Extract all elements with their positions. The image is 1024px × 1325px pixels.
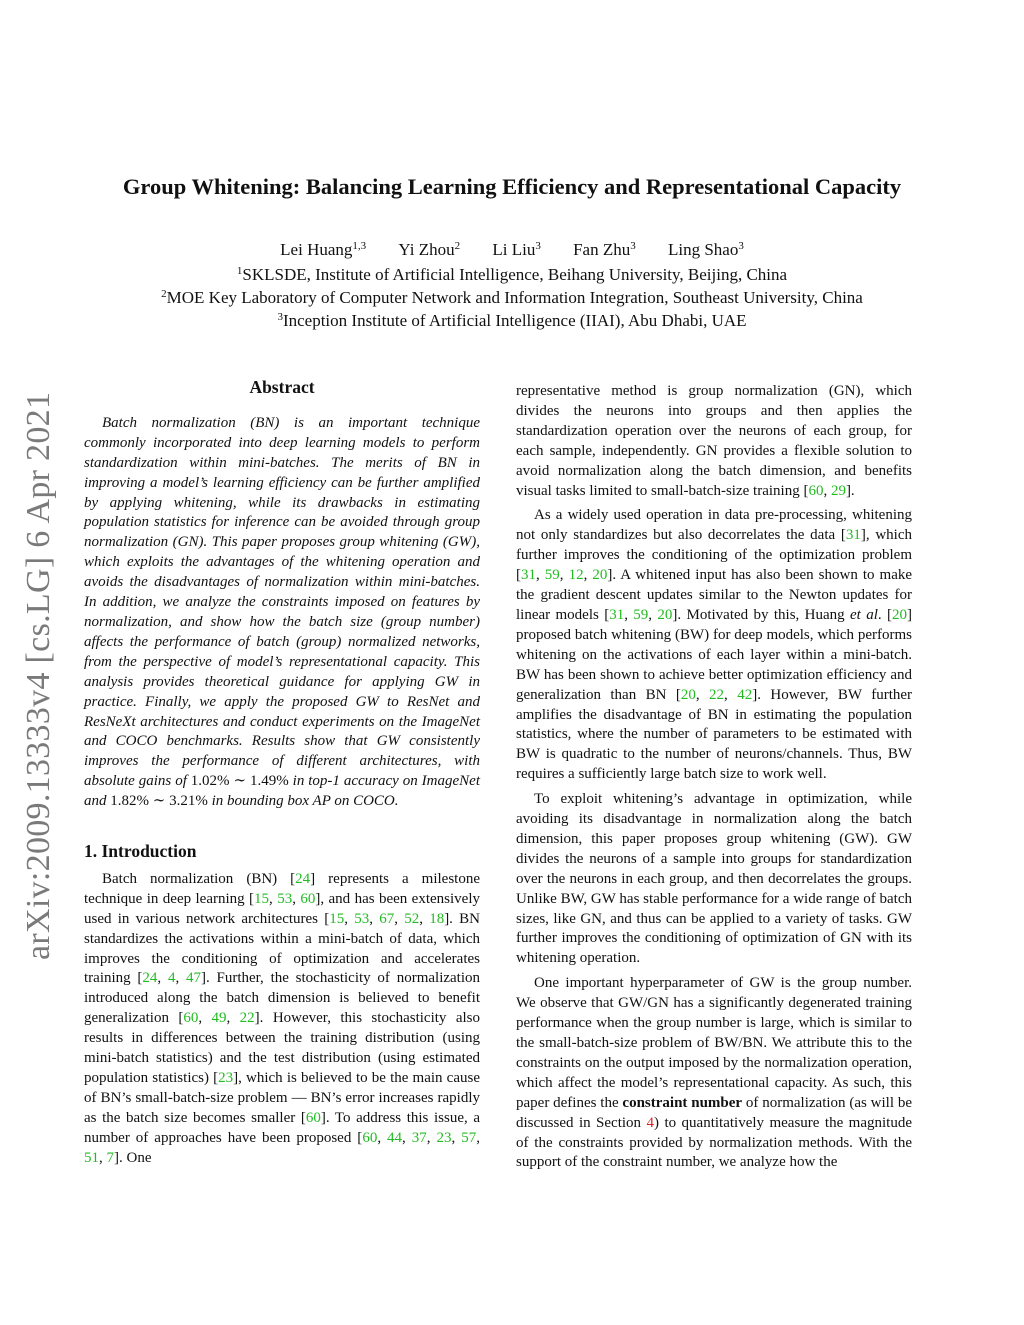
citation-link[interactable]: 29 [830, 482, 846, 499]
citation-link[interactable]: 24 [295, 870, 311, 887]
paper-title: Group Whitening: Balancing Learning Efficiency and Representational Capacity [122, 174, 902, 199]
right-column [516, 382, 912, 1178]
left-column [84, 378, 480, 1174]
author: Li Liu$^3$ [492, 240, 541, 259]
citation-link[interactable]: 60 [183, 1010, 199, 1027]
citation-link[interactable]: 51 [84, 1149, 99, 1166]
citation-link[interactable]: 52 [404, 910, 420, 927]
citation-link[interactable]: 53 [277, 890, 293, 907]
citation-link[interactable]: 60 [305, 1109, 321, 1126]
citation-link[interactable]: 44 [387, 1129, 403, 1146]
citation-link[interactable]: 59 [544, 567, 560, 584]
citation-link[interactable]: 24 [142, 970, 158, 987]
citation-link[interactable]: 12 [568, 567, 584, 584]
author: Yi Zhou$^2$ [398, 240, 461, 259]
citation-link[interactable]: 31 [609, 606, 625, 623]
author: Lei Huang$^{1,3}$ [280, 240, 367, 259]
citation-link[interactable]: 4 [167, 970, 176, 987]
section-link[interactable]: 4 [646, 1114, 654, 1131]
citation-link[interactable]: 20 [891, 606, 907, 623]
citation-link[interactable]: 15 [254, 890, 270, 907]
citation-link[interactable]: 60 [362, 1129, 378, 1146]
introduction-heading: 1. Introduction [84, 841, 197, 862]
introduction-paragraph: Batch normalization (BN) [24] represents a milestone technique in deep learning [15, 53, 60], and has been extensively used in various network architectures [15, 53, 67, 52, 18]. BN standardizes the activations within a mini-batch of data, which improves the conditioning of optimization and accelerates training [24, 4, 47]. Further, the stochasticity of normalization introduced along the batch dimension is believed to benefit generalization [60, 49, 22]. However, this stochasticity also results in differences between the training distribution (using mini-batch statistics) and the test distribution (using estimated population statistics) [23], which is believed to be the main cause of BN’s small-batch-size problem — BN’s error increases rapidly as the batch size becomes smaller [60]. To address this issue, a number of approaches have been proposed [60, 44, 37, 23, 57, 51, 7]. One [84, 870, 481, 1166]
abstract-text: Batch normalization (BN) is an important technique commonly incorporated into deep learning models to perform standardization within mini-batches. The merits of BN in improving a model’s learning efficiency can be further amplified by applying whitening, while its drawbacks in estimating population statistics for inference can be avoided through group normalization (GN). This paper proposes group whitening (GW), which exploits the advantages of the whitening operation and avoids the disadvantages of normalization within mini-batches. In addition, we analyze the constraints imposed on features by normalization, and show how the batch size (group number) affects the performance of batch (group) normalized networks, from the perspective of model’s representational capacity. This analysis provides theoretical guidance for applying GW in practice. Finally, we apply the proposed GW to ResNet and ResNeXt architectures and conduct experiments on the ImageNet and COCO benchmarks. Results show that GW consistently improves the performance of different architectures, with absolute gains of 1.02% ∼ 1.49% in top-1 accuracy on ImageNet and 1.82% ∼ 3.21% in bounding box AP on COCO. [84, 414, 480, 810]
author-list [0, 240, 1024, 260]
citation-link[interactable]: 7 [106, 1149, 114, 1166]
affiliation-list [0, 263, 1024, 332]
citation-link[interactable]: 22 [239, 1010, 255, 1027]
citation-link[interactable]: 20 [592, 567, 608, 584]
author: Fan Zhu$^3$ [573, 240, 636, 259]
body-paragraph: One important hyperparameter of GW is the group number. We observe that GW/GN has a significantly degenerated training performance when the group number is large, which is similar to the small-batch-size problem of BW/BN. We attribute this to the constraints on the output imposed by the normalization operation, which affect the model’s representational capacity. As such, this paper defines the constraint number of normalization (as will be discussed in Section 4) to quantitatively measure the magnitude of the constraints provided by normalization methods. With the support of the constraint number, we analyze how the [516, 975, 912, 1171]
citation-link[interactable]: 18 [429, 910, 445, 927]
citation-link[interactable]: 20 [680, 686, 696, 703]
abstract-heading: Abstract [249, 377, 315, 397]
citation-link[interactable]: 31 [845, 527, 861, 544]
author: Ling Shao$^3$ [667, 240, 744, 259]
affiliation: $^3$Inception Institute of Artificial Intelligence (IIAI), Abu Dhabi, UAE [277, 311, 747, 330]
citation-link[interactable]: 42 [737, 686, 753, 703]
citation-link[interactable]: 53 [354, 910, 370, 927]
affiliation: $^1$SKLSDE, Institute of Artificial Intelligence, Beihang University, Beijing, China [236, 265, 788, 284]
citation-link[interactable]: 47 [185, 970, 201, 987]
body-paragraph: As a widely used operation in data pre-processing, whitening not only standardizes but also decorrelates the data [31], which further improves the conditioning of the optimization problem [31, 59, 12, 20]. A whitened input has also been shown to make the gradient descent updates similar to the Newton updates for linear models [31, 59, 20]. Motivated by this, Huang et al. [20] proposed batch whitening (BW) for deep models, which performs whitening on the activations of each layer within a mini-batch. BW has been shown to achieve better optimization efficiency and generalization than BN [20, 22, 42]. However, BW further amplifies the disadvantage of BN in estimating the population statistics, where the number of parameters to be estimated with BW is quadratic to the number of neurons/channels. Thus, BW requires a sufficiently large batch size to work well. [516, 507, 913, 783]
citation-link[interactable]: 23 [218, 1070, 234, 1086]
citation-link[interactable]: 22 [709, 686, 725, 703]
body-paragraph: To exploit whitening’s advantage in optimization, while avoiding its disadvantage in normalization along the batch dimension, this paper proposes group whitening (GW). GW divides the neurons of a sample into groups for standardization over the neurons in each group, and then decorrelates the groups. Unlike BW, GW has stable performance for a wide range of batch sizes, like GN, and thus can be applied to a variety of tasks. GW further improves the conditioning of optimization of GN with its whitening operation. [516, 791, 912, 967]
citation-link[interactable]: 20 [657, 606, 673, 623]
affiliation: $^2$MOE Key Laboratory of Computer Network and Information Integration, Southeast University, China [161, 288, 863, 307]
citation-link[interactable]: 67 [379, 910, 395, 927]
citation-link[interactable]: 60 [808, 482, 824, 499]
arxiv-identifier: arXiv:2009.13333v4 [cs.LG] 6 Apr 2021 [20, 391, 57, 960]
citation-link[interactable]: 31 [521, 567, 536, 584]
citation-link[interactable]: 49 [211, 1010, 227, 1027]
body-paragraph: representative method is group normalization (GN), which divides the neurons into groups and then applies the standardization operation over the neurons of each group, for each sample, independently. GN provides a flexible solution to avoid normalization along the batch dimension, and benefits visual tasks limited to small-batch-size training [60, 29]. [516, 383, 912, 499]
citation-link[interactable]: 37 [411, 1129, 427, 1146]
citation-link[interactable]: 57 [461, 1129, 477, 1146]
citation-link[interactable]: 59 [633, 606, 649, 623]
citation-link[interactable]: 60 [300, 890, 316, 907]
citation-link[interactable]: 23 [436, 1129, 452, 1146]
citation-link[interactable]: 15 [329, 910, 345, 927]
